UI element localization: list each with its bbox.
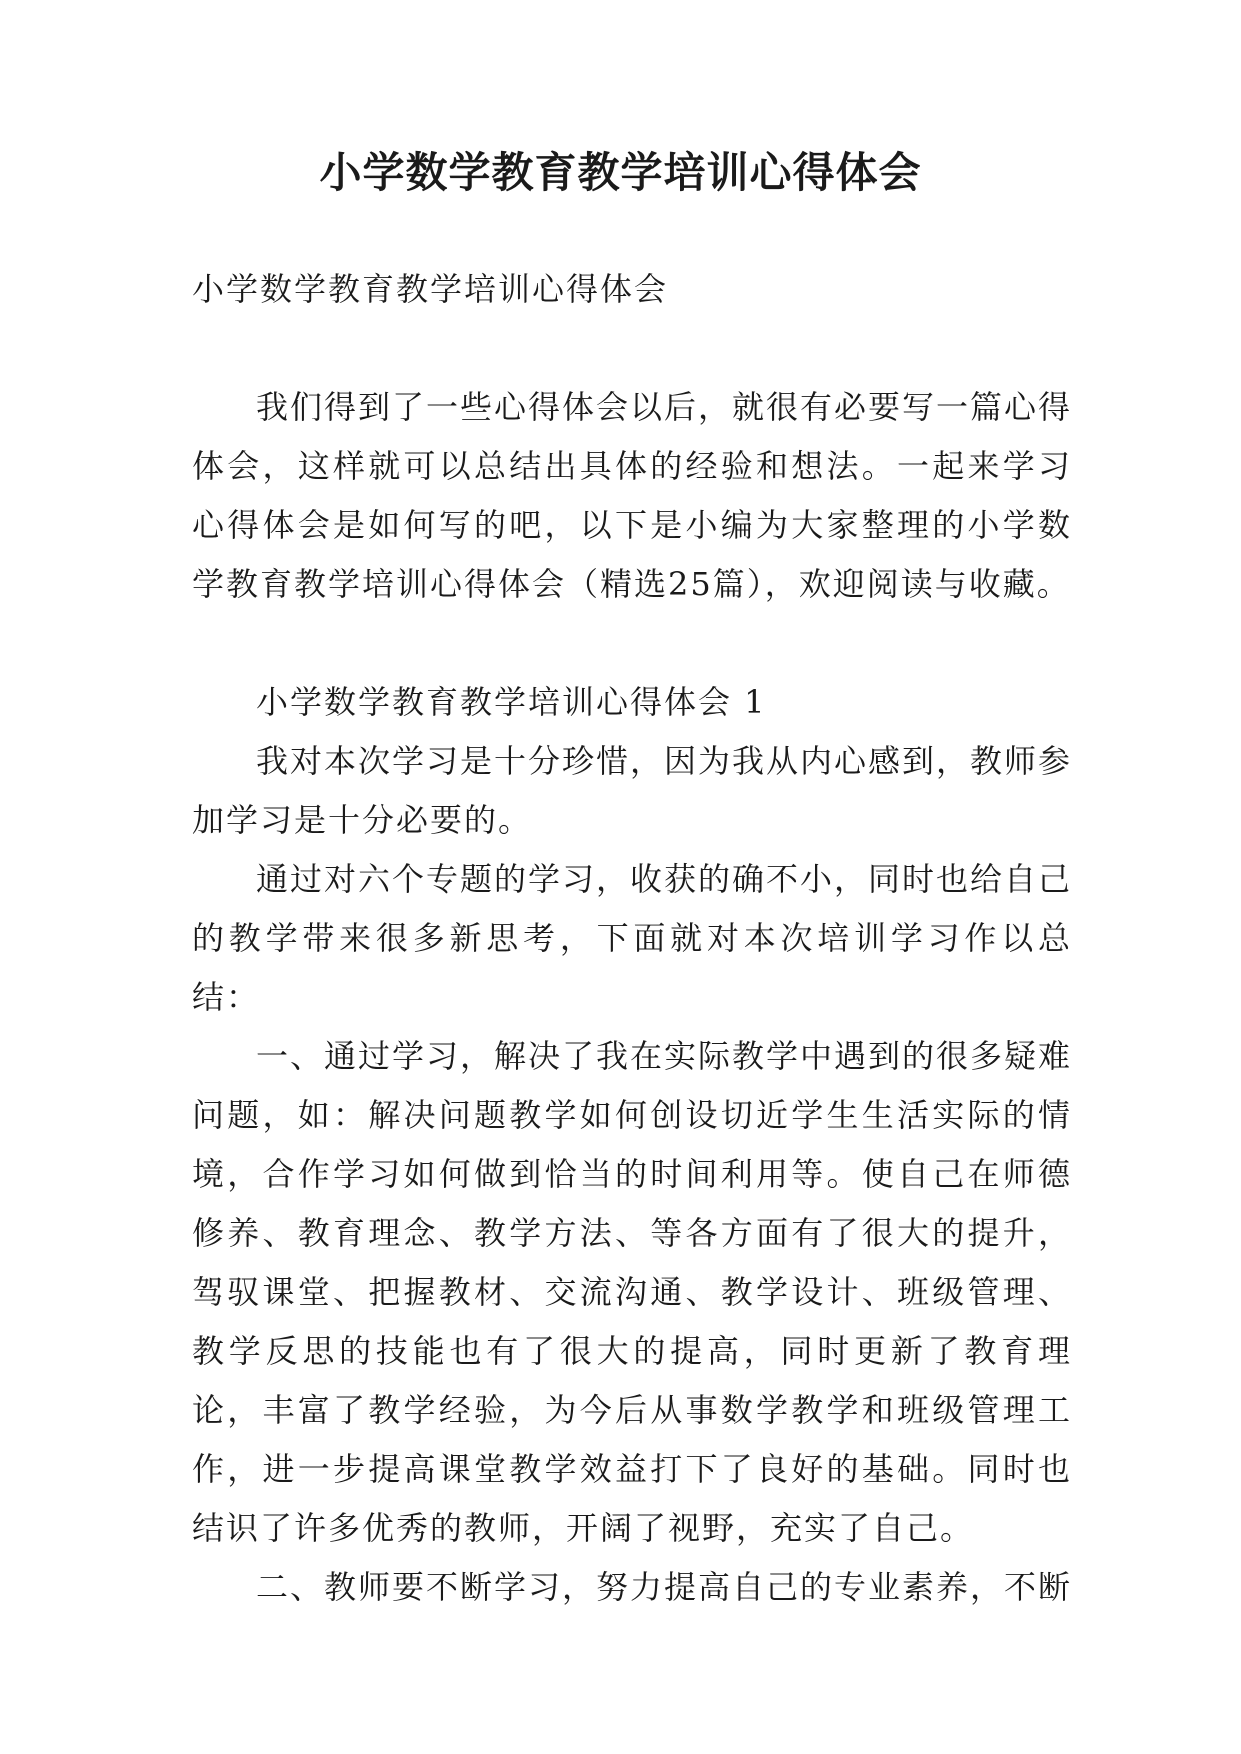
body-paragraph: 我对本次学习是十分珍惜，因为我从内心感到，教师参加学习是十分必要的。	[192, 742, 1073, 839]
document-body	[192, 260, 1072, 1617]
body-paragraph: 一、通过学习，解决了我在实际教学中遇到的很多疑难问题，如：解决问题教学如何创设切近学生生活实际的情境，合作学习如何做到恰当的时间利用等。使自己在师德修养、教育理念、教学方法、等各方面有了很大的提升，驾驭课堂、把握教材、交流沟通、教学设计、班级管理、教学反思的技能也有了很大的提高，同时更新了教育理论，丰富了教学经验，为今后从事数学教学和班级管理工作，进一步提高课堂教学效益打下了良好的基础。同时也结识了许多优秀的教师，开阔了视野，充实了自己。	[192, 1037, 1073, 1547]
spacer	[192, 614, 1072, 673]
body-paragraph: 通过对六个专题的学习，收获的确不小，同时也给自己的教学带来很多新思考，下面就对本次培训学习作以总结：	[192, 860, 1073, 1016]
body-paragraph: 二、教师要不断学习，努力提高自己的专业素养，不断	[256, 1568, 1073, 1606]
intro-paragraph: 我们得到了一些心得体会以后，就很有必要写一篇心得体会，这样就可以总结出具体的经验和想法。一起来学习心得体会是如何写的吧，以下是小编为大家整理的小学数学教育教学培训心得体会（精选25篇），欢迎阅读与收藏。	[192, 388, 1073, 603]
document-subtitle: 小学数学教育教学培训心得体会	[192, 270, 669, 308]
spacer	[192, 319, 1072, 378]
document-title: 小学数学教育教学培训心得体会	[319, 148, 922, 197]
section-heading: 小学数学教育教学培训心得体会 1	[256, 683, 767, 721]
